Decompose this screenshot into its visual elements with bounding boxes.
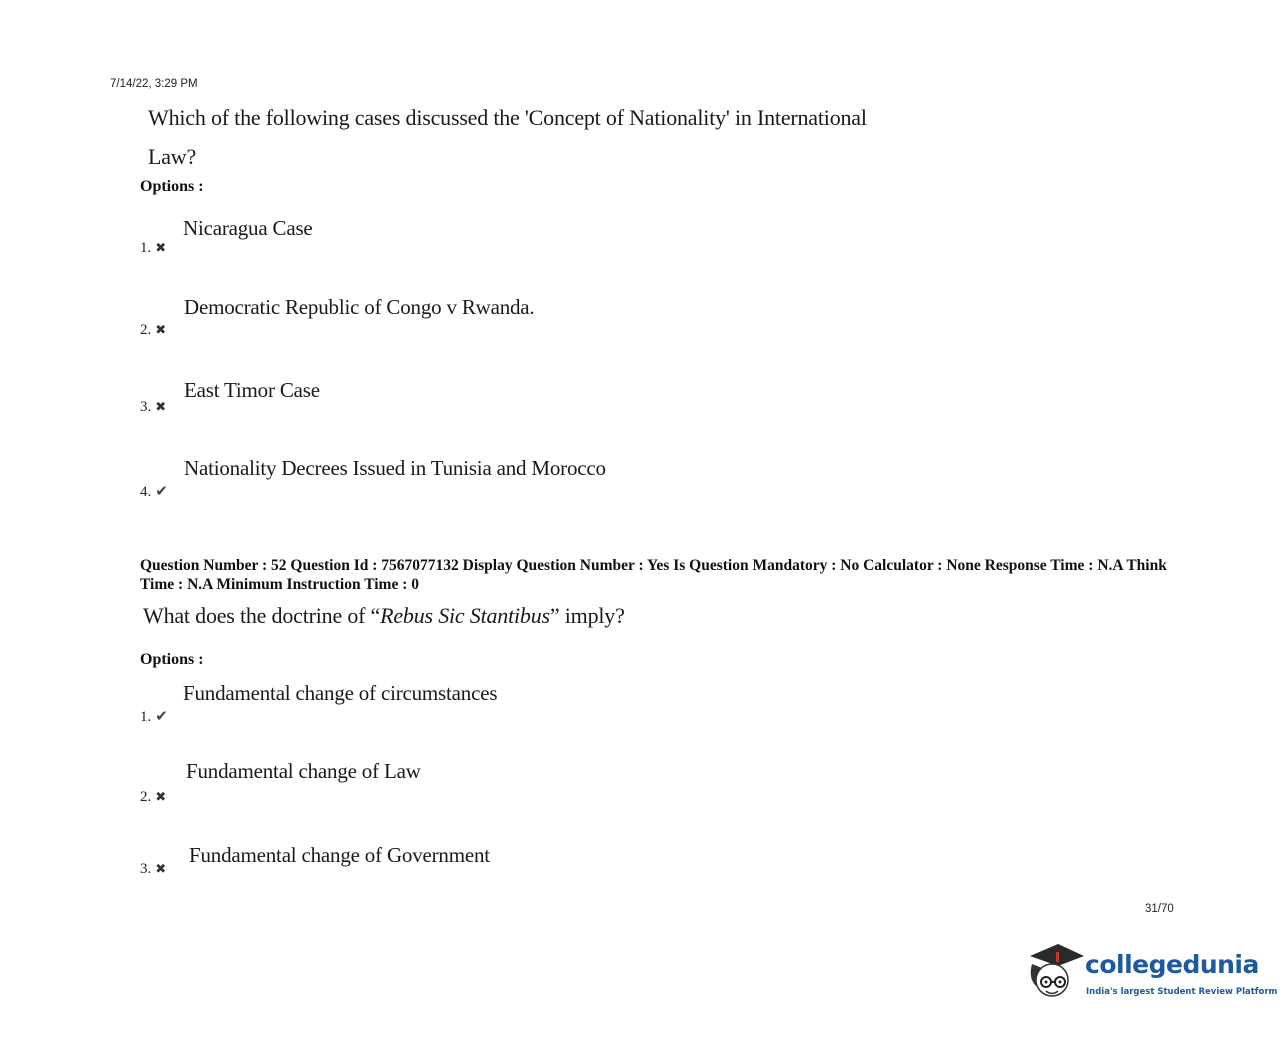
question-1-option-3-number [140, 399, 166, 416]
option-number: 2. [140, 789, 152, 805]
cross-icon: ✖ [155, 323, 167, 338]
question-2-option-3-text: Fundamental change of Government [189, 843, 490, 867]
option-number: 4. [140, 484, 152, 500]
question-1-text-line-2: Law? [148, 144, 197, 169]
question-1-options-label: Options : [140, 178, 204, 195]
question-2-option-1-text: Fundamental change of circumstances [183, 681, 498, 705]
question-2-option-1-number [140, 707, 168, 726]
option-number: 2. [140, 322, 152, 338]
question-1-option-1-number [140, 240, 166, 257]
cross-icon: ✖ [155, 241, 167, 256]
question-1-option-3-text: East Timor Case [184, 378, 320, 402]
option-number: 1. [140, 240, 152, 256]
logo-wordmark: collegedunia [1085, 950, 1259, 979]
question-2-text-after: ” imply? [549, 603, 625, 628]
print-timestamp: 7/14/22, 3:29 PM [110, 78, 198, 90]
option-number: 3. [140, 399, 152, 415]
question-1-option-4-text: Nationality Decrees Issued in Tunisia and Morocco [184, 456, 606, 480]
question-1-text-line-1: Which of the following cases discussed the 'Concept of Nationality' in International [148, 105, 867, 130]
cross-icon: ✖ [155, 400, 167, 415]
question-2-option-3-number [140, 861, 166, 878]
checkmark-icon: ✔ [155, 707, 168, 725]
question-2-metadata: Question Number : 52 Question Id : 7567077132 Display Question Number : Yes Is Question Mandatory : No Calculator : None Response Time : N.A Think Time : N.A Minimum Instruction Time : 0 [140, 557, 1167, 593]
question-1-option-2-text: Democratic Republic of Congo v Rwanda. [184, 295, 535, 319]
question-1-option-1-text: Nicaragua Case [183, 216, 313, 240]
cross-icon: ✖ [155, 862, 167, 877]
question-2-options-label: Options : [140, 651, 204, 668]
cross-icon: ✖ [155, 790, 167, 805]
question-1-option-4-number [140, 482, 168, 501]
question-2-option-2-text: Fundamental change of Law [186, 759, 421, 783]
page-number: 31/70 [1145, 903, 1174, 915]
question-1-option-2-number [140, 322, 166, 339]
option-number: 1. [140, 709, 152, 725]
question-2-option-2-number [140, 789, 166, 806]
question-2-term: Rebus Sic Stantibus [380, 603, 550, 628]
logo-tagline: India's largest Student Review Platform [1086, 987, 1278, 997]
question-2-text [143, 603, 625, 629]
question-2-text-before: What does the doctrine of “ [143, 603, 381, 628]
option-number: 3. [140, 861, 152, 877]
checkmark-icon: ✔ [155, 482, 168, 500]
mascot-icon [1024, 938, 1094, 1010]
